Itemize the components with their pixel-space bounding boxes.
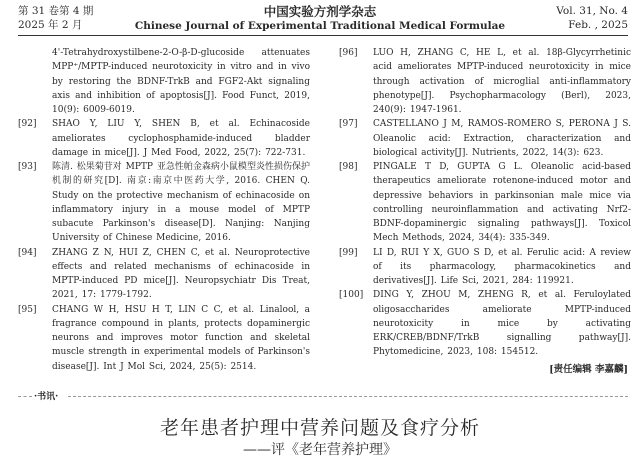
header-rule — [18, 35, 628, 36]
reference-number: [99] — [339, 247, 358, 258]
date-cn: 2025 年 2 月 — [18, 19, 83, 31]
reference-text: CASTELLANO J M, RAMOS-ROMERO S, PERONA J S. Oleanolic acid: Extraction, characterization and biological activity[J]. Nutrients, 2022, 14(3): 623. — [373, 119, 631, 158]
reference-number: [96] — [339, 48, 358, 58]
header-right — [556, 4, 628, 32]
reference-text: LUO H, ZHANG C, HE L, et al. 18β-Glycyrrhetinic acid ameliorates MPTP-induced neurotoxicity in mice through activation of microglial anti-inflammatory phenotype[J]. Psychopharmacology (Berl), 2023, 240(9): 1947-1961. — [373, 48, 631, 115]
reference-item — [18, 303, 310, 374]
reference-column-right — [339, 46, 631, 360]
date-en: Feb. , 2025 — [568, 19, 628, 31]
book-review-title: 老年患者护理中营养问题及食疗分析 — [159, 417, 480, 439]
reference-item — [339, 288, 631, 359]
volume-issue-cn: 第 31 卷第 4 期 — [18, 5, 94, 17]
book-review-subtitle: ——评《老年营养护理》 — [243, 442, 397, 458]
reference-text: PINGALE T D, GUPTA G L. Oleanolic acid-based therapeutics ameliorate rotenone-induced motor and depressive behaviors in parkinsonian male mice via controlling neuroinflammation and activating Nrf2-BDNF-dopaminergic signaling pathways[J]. Toxicol Mech Methods, 2024, 34(4): 335-349. — [373, 162, 631, 244]
reference-text: CHANG W H, HSU H T, LIN C C, et al. Linalool, a fragrance compound in plants, protects dopaminergic neurons and improves motor function and skeletal muscle strength in experimental models of Parkinson's disease[J]. Int J Mol Sci, 2024, 25(5): 2514. — [52, 304, 310, 372]
header-center — [0, 4, 640, 33]
volume-issue-en: Vol. 31, No. 4 — [556, 5, 628, 17]
reference-text: LI D, RUI Y X, GUO S D, et al. Ferulic acid: A review of its pharmacology, pharmacokinetics and derivatives[J]. Life Sci, 2021, 284: 119921. — [373, 247, 631, 286]
reference-item — [339, 160, 631, 246]
responsible-editor: [责任编辑 李嘉麟] — [549, 364, 628, 375]
reference-item — [339, 246, 631, 289]
reference-number: [97] — [339, 119, 358, 130]
section-divider — [18, 396, 32, 397]
reference-number: [93] — [18, 162, 37, 172]
reference-item — [18, 46, 310, 117]
section-divider — [68, 396, 628, 397]
journal-title-en: Chinese Journal of Experimental Traditional Medical Formulae — [134, 20, 506, 32]
reference-number: [95] — [18, 304, 37, 315]
reference-item — [339, 117, 631, 160]
reference-number: [92] — [18, 119, 37, 130]
reference-item — [18, 246, 310, 303]
reference-column-left — [18, 46, 310, 374]
journal-title-cn: 中国实验方剂学杂志 — [263, 4, 377, 19]
reference-text: 4'-Tetrahydroxystilbene-2-O-β-D-glucoside attenuates MPP⁺/MPTP-induced neurotoxicity in vitro and in vivo by restoring the BDNF-TrkB and FGF2-Akt signaling axis and inhibition of apoptosis[J]. Food Funct, 2019, 10(9): 6009-6019. — [52, 48, 310, 115]
reference-text: SHAO Y, LIU Y, SHEN B, et al. Echinacoside ameliorates cyclophosphamide-induced bladder damage in mice[J]. J Med Food, 2022, 25(7): 722-731. — [52, 119, 310, 158]
reference-text: ZHANG Z N, HUI Z, CHEN C, et al. Neuroprotective effects and related mechanisms of echinacoside in MPTP-induced PD mice[J]. Neuropsychiatr Dis Treat, 2021, 17: 1779-1792. — [52, 247, 310, 301]
section-label: ·书讯· — [34, 392, 59, 402]
reference-number: [94] — [18, 247, 37, 258]
reference-item — [18, 160, 310, 246]
reference-item — [339, 46, 631, 117]
reference-text: 陈清. 松果菊苷对 MPTP 亚急性帕金森病小鼠模型炎性损伤保护机制的研究[D]. 南京:南京中医药大学, 2016. CHEN Q. Study on the protective mechanism of echinacoside on inflammatory injury in a mouse model of MPTP subacute Parkinson's disease[D]. Nanjing: Nanjing University of Chinese Medicine, 2016. — [52, 162, 310, 244]
reference-item — [18, 117, 310, 160]
reference-number: [98] — [339, 162, 358, 172]
reference-number: [100] — [339, 290, 364, 301]
reference-text: DING Y, ZHOU M, ZHENG R, et al. Feruloylated oligosaccharides ameliorate MPTP-induced neurotoxicity in mice by activating ERK/CREB/BDNF/TrkB signalling pathway[J]. Phytomedicine, 2023, 108: 154512. — [373, 290, 631, 358]
